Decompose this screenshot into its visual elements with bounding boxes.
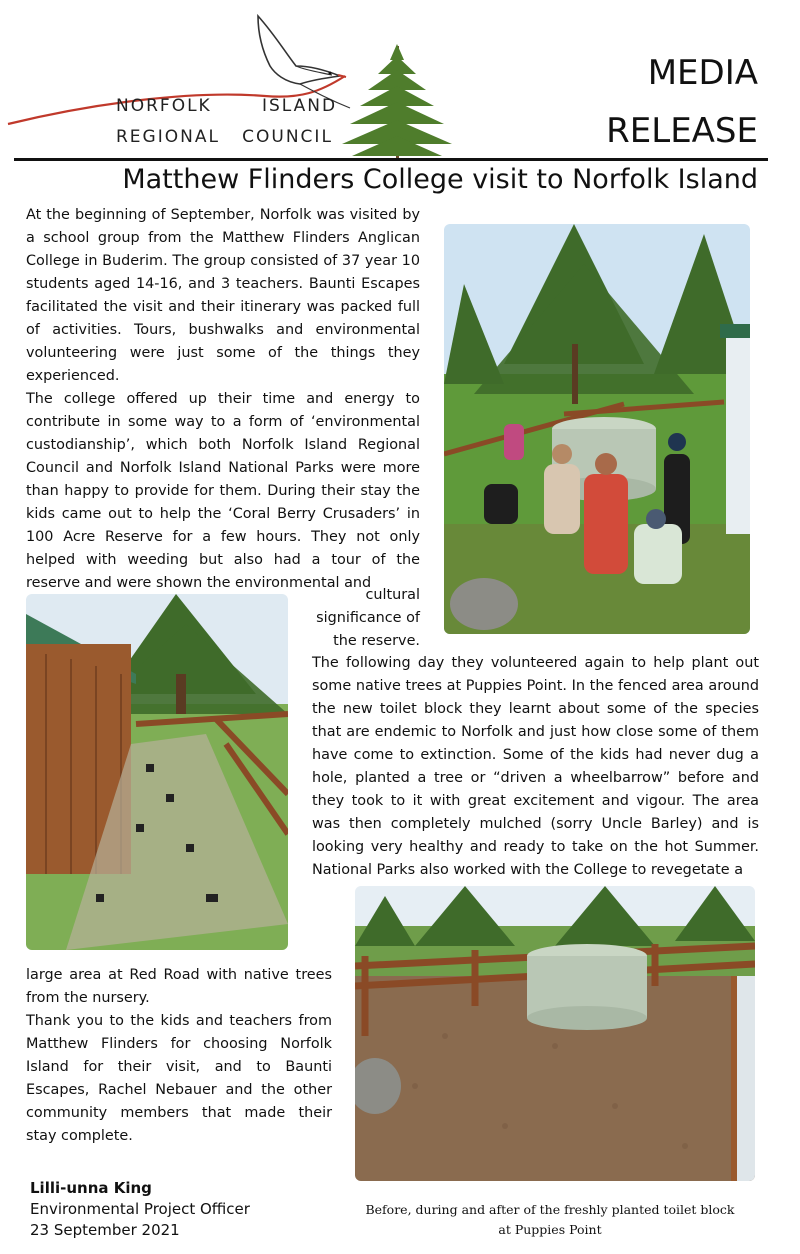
article-column-bottom [26,964,332,1148]
media-release-label [606,44,758,160]
author-role: Environmental Project Officer [30,1200,250,1218]
council-logo [0,0,470,160]
article-column-top [26,204,420,595]
photo-toilet-block-before [26,594,288,950]
media-release-line2: RELEASE [606,111,758,151]
paragraph-wrap-text: cultural significance of the reserve. [316,587,420,649]
paragraph-intro: At the beginning of September, Norfolk was visited by a school group from the Matthew Flinders Anglican College in Buderim. The group consisted of 37 year 10 students aged 14-16, and 3 teachers. Baunti Escapes facilitated the visit and their itinerary was packed full of activities. Tours, bushwalks and environmental volunteering were just some of the things they experienced. [26,207,420,384]
paragraph-puppies-point: The following day they volunteered again to help plant out some native trees at Puppies Point. In the fenced area around the new toilet block they learnt about some of the species that are endemic to Norfolk and just how close some of them have come to extinction. Some of the kids had never dug a hole, planted a tree or “driven a wheelbarrow” before and they took to it with great excitement and vigour. The area was then completely mulched (sorry Uncle Barley) and is looking very healthy and ready to take on the hot Summer. National Parks also worked with the College to revegetate a [312,655,759,878]
paragraph-thanks: Thank you to the kids and teachers from Matthew Flinders for choosing Norfolk Island for their visit, and to Baunti Escapes, Rachel Nebauer and the other community members that made their stay complete. [26,1013,332,1144]
article-headline: Matthew Flinders College visit to Norfolk Island [122,164,758,195]
org-name-line1-right: ISLAND [262,96,338,116]
signature-block [30,1178,250,1241]
article-column-middle [312,652,759,882]
paragraph-wrap-continuation [312,584,420,653]
photo-toilet-block-after [355,886,755,1181]
author-name: Lilli-unna King [30,1179,152,1197]
paragraph-custodianship: The college offered up their time and energy to contribute in some way to a form of ‘environmental custodianship’, which both Norfolk Island Regional Council and Norfolk Island National Parks were more than happy to provide for them. During their stay the kids came out to help the ‘Coral Berry Crusaders’ in 100 Acre Reserve for a few hours. They not only helped with weeding but also had a tour of the reserve and were shown the environmental and [26,391,420,591]
header-divider [14,158,768,161]
release-date: 23 September 2021 [30,1221,180,1239]
org-name-line1-left: NORFOLK [116,96,212,116]
media-release-line1: MEDIA [647,53,758,93]
photo-students-planting [444,224,750,634]
paragraph-red-road: large area at Red Road with native trees from the nursery. [26,967,332,1006]
photo-caption: Before, during and after of the freshly planted toilet block at Puppies Point [365,1202,735,1237]
pine-tree-icon [342,44,452,160]
org-name-line2: REGIONAL COUNCIL [116,127,333,147]
